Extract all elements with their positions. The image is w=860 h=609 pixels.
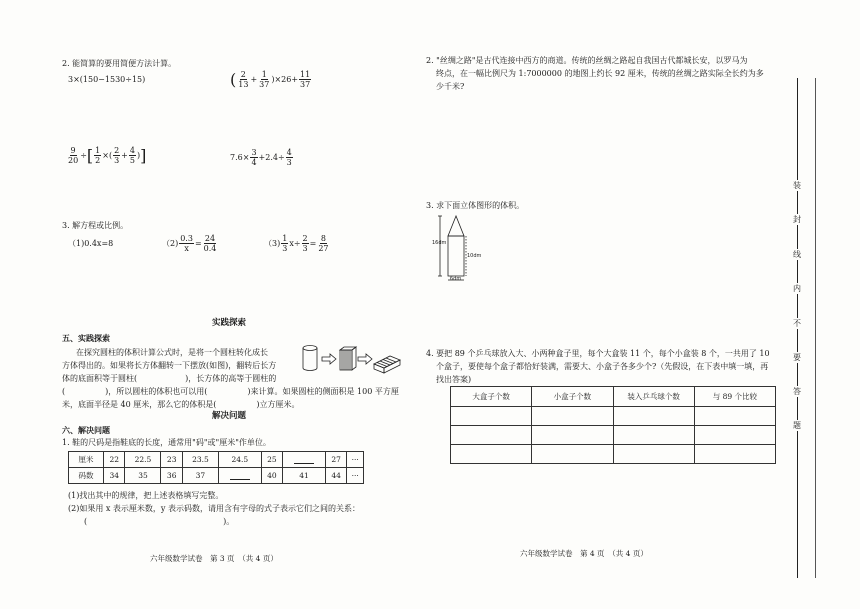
binding-char: 装 <box>793 181 801 190</box>
q3-equation-2: （2) $\frac{0.3}{x}$ = $\frac{24}{0.4}$ <box>162 234 217 253</box>
table-cell: 22 <box>104 452 125 468</box>
q3-equation-1: （1)0.4x=8 <box>68 239 114 248</box>
section6-title: 六、解决问题 <box>62 425 110 435</box>
table-cell: 厘米 <box>69 452 104 468</box>
table-cell: 44 <box>325 468 346 484</box>
table-cell-blank[interactable] <box>283 452 326 468</box>
q1-sub2: (2)如果用 x 表示厘米数，y 表示码数，请用含有字母的式子表示它们之间的关系： <box>68 504 360 513</box>
cylinder-to-cuboid-figure <box>300 342 402 378</box>
q1-answer-blank[interactable]: ( )。 <box>84 517 235 526</box>
section5-line-5: 米，底面半径是 40 厘米，那么它的体积是( )立方厘米。 <box>62 400 300 409</box>
table-header: 大盒子个数 <box>451 387 532 407</box>
right-q3-title: 3. 求下面立体图形的体积。 <box>426 201 525 210</box>
binding-char: 不 <box>793 319 801 328</box>
table-cell: 23 <box>161 452 182 468</box>
binding-line-outer <box>815 78 816 578</box>
table-cell: 40 <box>261 468 282 484</box>
table-cell-blank[interactable] <box>218 468 261 484</box>
binding-char: 题 <box>793 421 801 430</box>
table-row[interactable] <box>451 407 776 426</box>
box-table <box>450 386 776 464</box>
table-cell: ··· <box>347 468 364 484</box>
binding-char: 线 <box>793 250 801 259</box>
q2-expression-d: 7.6× $\frac{3}{4}$ +2.4÷ $\frac{4}{3}$ <box>230 148 292 167</box>
table-cell: 36 <box>161 468 182 484</box>
q3-title: 3. 解方程或比例。 <box>62 221 129 230</box>
table-cell: 27 <box>325 452 346 468</box>
right-q2: 2. "丝绸之路"是古代连接中西方的商道。传统的丝绸之路起自我国古代都城长安，以罗马为 终点，在一幅比例尺为 1:7000000 的地图上约长 92 厘米，传统的丝绸之路实际全长约为多 少千米? <box>426 56 764 91</box>
table-header: 小盒子个数 <box>532 387 613 407</box>
table-cell: 37 <box>182 468 218 484</box>
section-heading-practice: 实践探索 <box>212 318 247 328</box>
table-cell: 35 <box>125 468 161 484</box>
cone-cylinder-figure <box>432 214 492 282</box>
q2-expression-a: 3×(150−1530÷15) <box>68 75 146 84</box>
table-row <box>69 468 364 484</box>
diameter-label: 6dm <box>450 276 462 282</box>
table-row <box>69 452 364 468</box>
section5-title: 五、实践探索 <box>62 333 110 343</box>
table-cell: 34 <box>104 468 125 484</box>
height-label: 16dm <box>432 240 447 246</box>
section5-text: 在探究圆柱的体积计算公式时，是将一个圆柱转化成长 方体得出的。如果将长方体翻转一下摆放(如图)，翻转后长方 体的底面积等于圆柱( )，长方体的高等于圆柱的 <box>62 348 277 383</box>
table-cell: 41 <box>283 468 326 484</box>
table-header: 与 89 个比较 <box>694 387 775 407</box>
section-heading-solve: 解决问题 <box>212 411 247 421</box>
table-cell: ··· <box>347 452 364 468</box>
binding-char: 要 <box>793 353 801 362</box>
page-footer-right: 六年级数学试卷 第 4 页 （共 4 页） <box>520 549 648 558</box>
cylinder-height-label: 10dm <box>467 253 482 259</box>
table-cell: 码数 <box>69 468 104 484</box>
section5-line-4: ( )，所以圆柱的体积也可以用( )来计算。如果圆柱的侧面积是 100 平方厘 <box>62 387 399 396</box>
q2-expression-b: ( $\frac{2}{13}$ + $\frac{1}{37}$ )×26+ $\frac{11}{37}$ <box>230 69 311 89</box>
table-row[interactable] <box>451 426 776 445</box>
binding-char: 封 <box>793 215 801 224</box>
q1-shoe-title: 1. 鞋的尺码是指鞋底的长度，通常用"码"或"厘米"作单位。 <box>62 438 271 447</box>
binding-char: 答 <box>793 387 801 396</box>
table-row <box>451 387 776 407</box>
table-header: 装入乒乓球个数 <box>613 387 694 407</box>
right-q4: 4. 要把 89 个乒乓球放入大、小两种盒子里，每个大盒装 11 个，每个小盒装 8 个，一共用了 10 个盒子，要使每个盒子都恰好装满，需要大、小盒子各多少个?（先假设，在下表中填一填，再 找出答案) <box>426 349 770 384</box>
q2-expression-c: $\frac{9}{20}$ ÷ [ $\frac{1}{2}$ ×( $\frac{2}{3}$ + $\frac{4}{5}$ ) ] <box>68 145 147 165</box>
table-cell: 24.5 <box>218 452 261 468</box>
shoe-size-table <box>68 451 364 484</box>
table-cell: 22.5 <box>125 452 161 468</box>
table-cell: 25 <box>261 452 282 468</box>
binding-char: 内 <box>793 284 801 293</box>
q1-sub1: (1)找出其中的规律，把上述表格填写完整。 <box>68 491 224 500</box>
q3-equation-3: （3) $\frac{1}{3}$ x÷ $\frac{2}{3}$ = $\frac{8}{27}$ <box>264 234 329 253</box>
page-footer-left: 六年级数学试卷 第 3 页 （共 4 页） <box>150 554 278 563</box>
q2-title: 2. 能简算的要用简便方法计算。 <box>62 59 177 68</box>
table-row[interactable] <box>451 445 776 464</box>
table-cell: 23.5 <box>182 452 218 468</box>
